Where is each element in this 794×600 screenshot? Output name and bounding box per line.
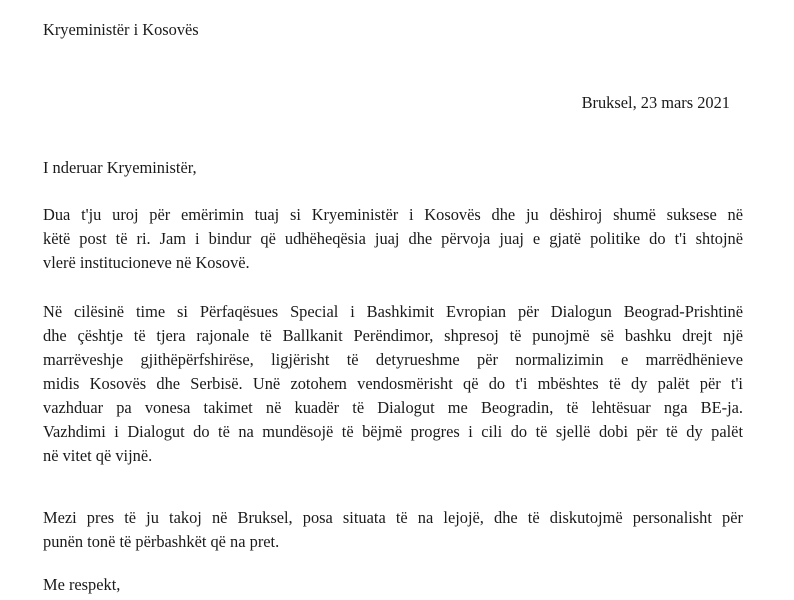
paragraph-line: Dua t'ju uroj për emërimin tuaj si Kryeministër i Kosovës dhe ju dëshiroj shumë suksese në <box>43 205 743 224</box>
paragraph-line: Mezi pres të ju takoj në Bruksel, posa situata të na lejojë, dhe të diskutojmë personalisht për <box>43 508 743 527</box>
addressee-line: Kryeministër i Kosovës <box>43 20 199 39</box>
paragraph-line: këtë post të ri. Jam i bindur që udhëheqësia juaj dhe përvoja juaj e gjatë politike do t'i shtojnë <box>43 229 743 248</box>
closing-line: Me respekt, <box>43 575 121 594</box>
paragraph-line: marrëveshje gjithëpërfshirëse, ligjërisht të detyrueshme për normalizimin e marrëdhënieve <box>43 350 743 369</box>
paragraph-line: midis Kosovës dhe Serbisë. Unë zotohem vendosmërisht që do t'i mbështes të dy palët për t'i <box>43 374 743 393</box>
paragraph-line: Vazhdimi i Dialogut do të na mundësojë të bëjmë progres i cili do të sjellë dobi për të dy palët <box>43 422 743 441</box>
letter-date: Bruksel, 23 mars 2021 <box>581 93 730 112</box>
paragraph-line: në vitet që vijnë. <box>43 446 153 465</box>
salutation: I nderuar Kryeministër, <box>43 158 197 177</box>
paragraph-congratulations <box>43 203 743 275</box>
paragraph-meeting <box>43 506 743 554</box>
paragraph-line: punën tonë të përbashkët që na pret. <box>43 532 280 551</box>
paragraph-line: vazhduar pa vonesa takimet në kuadër të Dialogut me Beogradin, të lehtësuar nga BE-ja. <box>43 398 743 417</box>
paragraph-dialogue <box>43 300 743 468</box>
paragraph-line: vlerë institucioneve në Kosovë. <box>43 253 250 272</box>
paragraph-line: Në cilësinë time si Përfaqësues Special i Bashkimit Evropian për Dialogun Beograd-Prishtinë <box>43 302 743 321</box>
paragraph-line: dhe çështje të tjera rajonale të Ballkanit Perëndimor, shpresoj të punojmë së bashku drejt një <box>43 326 743 345</box>
